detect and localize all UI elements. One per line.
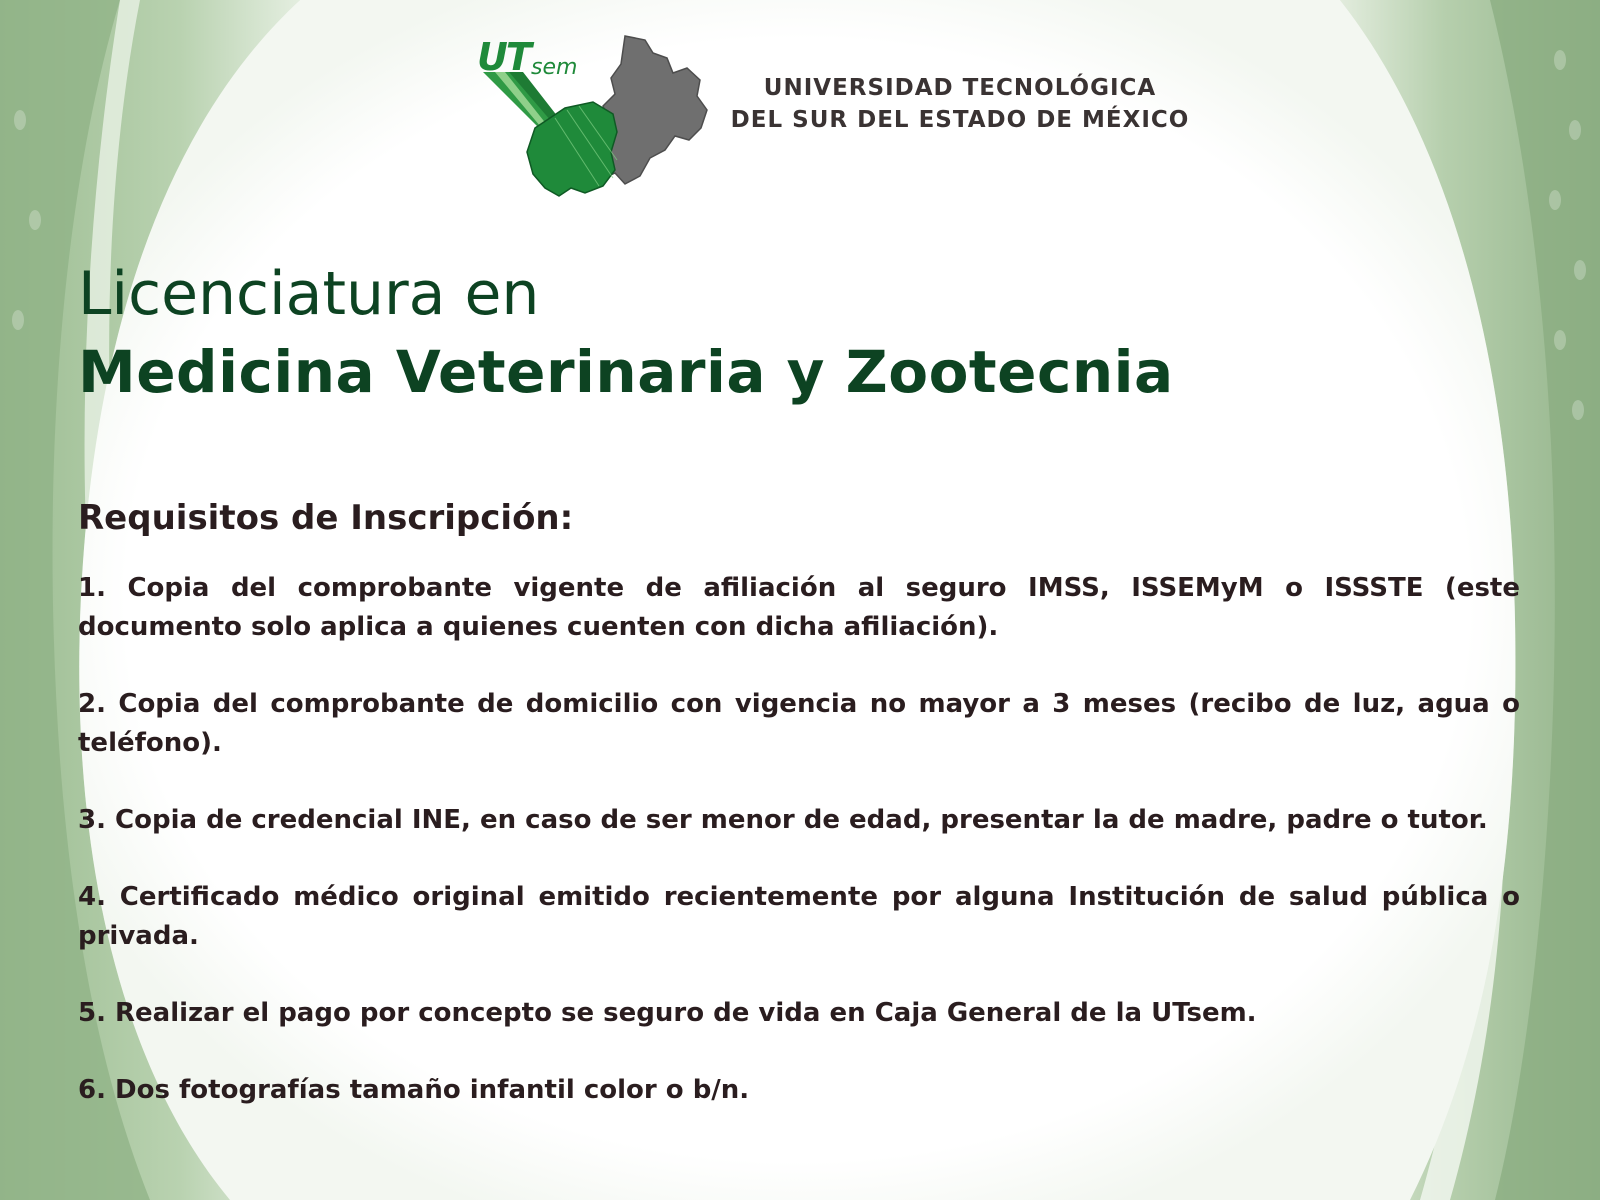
svg-text:sem: sem <box>531 55 578 80</box>
requirement-item-3: 3. Copia de credencial INE, en caso de ser menor de edad, presentar la de madre, padre o tutor. <box>78 805 1488 835</box>
requirement-item-6: 6. Dos fotografías tamaño infantil color o b/n. <box>78 1075 750 1105</box>
requirements-list <box>78 569 1520 1148</box>
university-name-line1: UNIVERSIDAD TECNOLÓGICA <box>763 75 1157 101</box>
requirement-item-1: 1. Copia del comprobante vigente de afiliación al seguro IMSS, ISSEMyM o ISSSTE (este documento solo aplica a quienes cuenten con dicha afiliación). <box>78 573 1520 642</box>
university-name-line2: DEL SUR DEL ESTADO DE MÉXICO <box>730 107 1190 133</box>
university-name <box>725 72 1195 136</box>
utsem-logo <box>475 28 725 203</box>
requirement-item-5: 5. Realizar el pago por concepto se seguro de vida en Caja General de la UTsem. <box>78 998 1257 1028</box>
requirement-item-2: 2. Copia del comprobante de domicilio con vigencia no mayor a 3 meses (recibo de luz, agua o teléfono). <box>78 689 1520 758</box>
requirements-heading: Requisitos de Inscripción: <box>78 498 574 538</box>
requirement-item-4: 4. Certificado médico original emitido recientemente por alguna Institución de salud pública o privada. <box>78 882 1520 951</box>
program-title-line2: Medicina Veterinaria y Zootecnia <box>78 338 1174 406</box>
logo-text: UT <box>477 35 530 79</box>
program-title-line1: Licenciatura en <box>78 259 540 329</box>
